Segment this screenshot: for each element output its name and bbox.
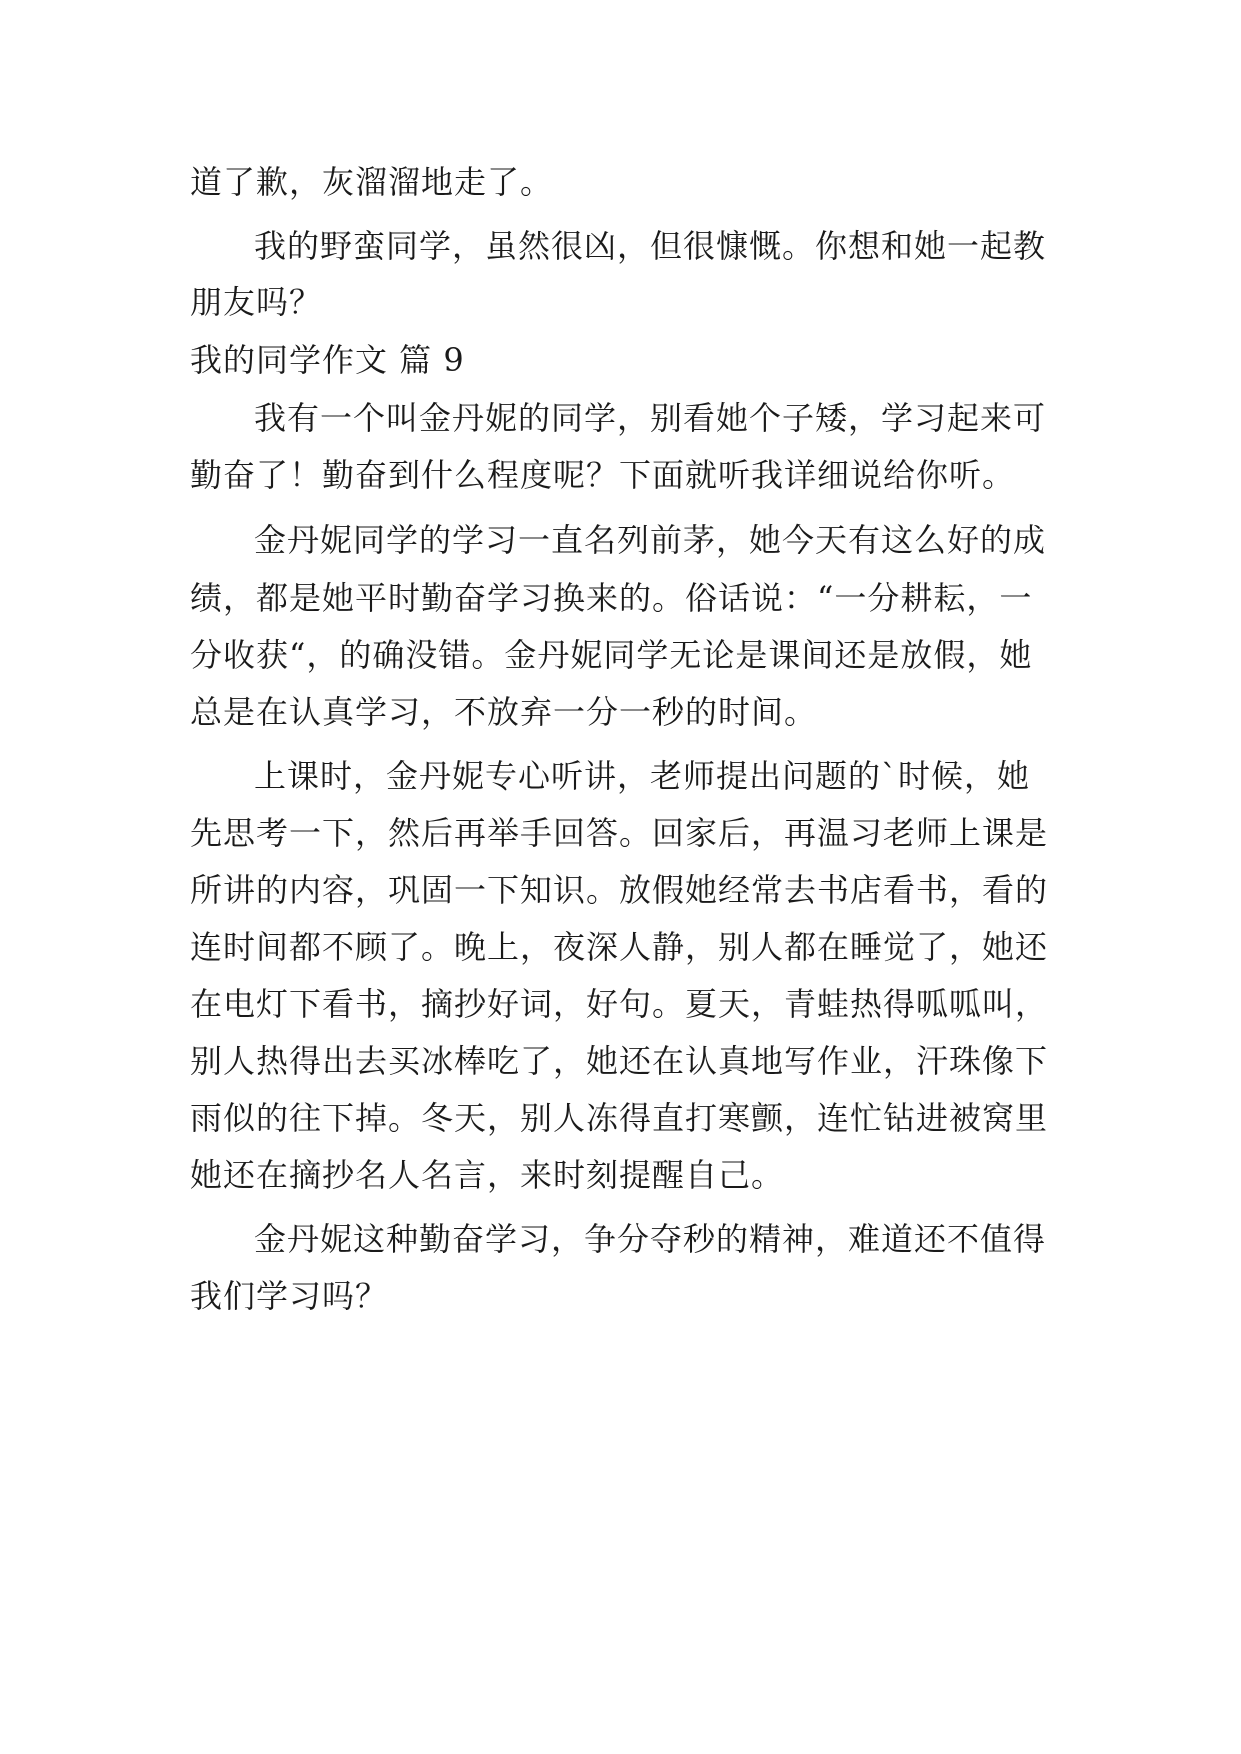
text-line: 别人热得出去买冰棒吃了，她还在认真地写作业，汗珠像下 xyxy=(190,1042,1049,1080)
text-line: 所讲的内容，巩固一下知识。放假她经常去书店看书，看的 xyxy=(190,871,1049,909)
text-line: 先思考一下，然后再举手回答。回家后，再温习老师上课是 xyxy=(190,814,1049,852)
text-line: 分收获“，的确没错。金丹妮同学无论是课间还是放假，她 xyxy=(190,636,1033,674)
paragraph-first-line: 我的野蛮同学，虽然很凶，但很慷慨。你想和她一起教 xyxy=(254,227,1047,265)
paragraph-first-line: 金丹妮同学的学习一直名列前茅，她今天有这么好的成 xyxy=(254,521,1047,559)
text-line: 勤奋了！勤奋到什么程度呢？下面就听我详细说给你听。 xyxy=(190,456,1016,494)
text-line: 朋友吗？ xyxy=(190,283,323,321)
text-line: 连时间都不顾了。晚上，夜深人静，别人都在睡觉了，她还 xyxy=(190,928,1049,966)
text-line: 雨似的往下掉。冬天，别人冻得直打寒颤，连忙钻进被窝里 xyxy=(190,1099,1049,1137)
text-line: 我们学习吗？ xyxy=(190,1277,389,1315)
paragraph-first-line: 上课时，金丹妮专心听讲，老师提出问题的`时候，她 xyxy=(254,757,1031,795)
text-line: 总是在认真学习，不放弃一分一秒的时间。 xyxy=(190,693,818,731)
text-line: 道了歉，灰溜溜地走了。 xyxy=(190,163,554,201)
text-line: 她还在摘抄名人名言，来时刻提醒自己。 xyxy=(190,1156,785,1194)
text-line: 绩，都是她平时勤奋学习换来的。俗话说：“一分耕耘，一 xyxy=(190,579,1033,617)
paragraph-first-line: 我有一个叫金丹妮的同学，别看她个子矮，学习起来可 xyxy=(254,399,1047,437)
paragraph-first-line: 金丹妮这种勤奋学习，争分夺秒的精神，难道还不值得 xyxy=(254,1220,1047,1258)
text-line: 在电灯下看书，摘抄好词，好句。夏天，青蛙热得呱呱叫， xyxy=(190,985,1049,1023)
section-heading: 我的同学作文 篇 9 xyxy=(190,341,465,379)
